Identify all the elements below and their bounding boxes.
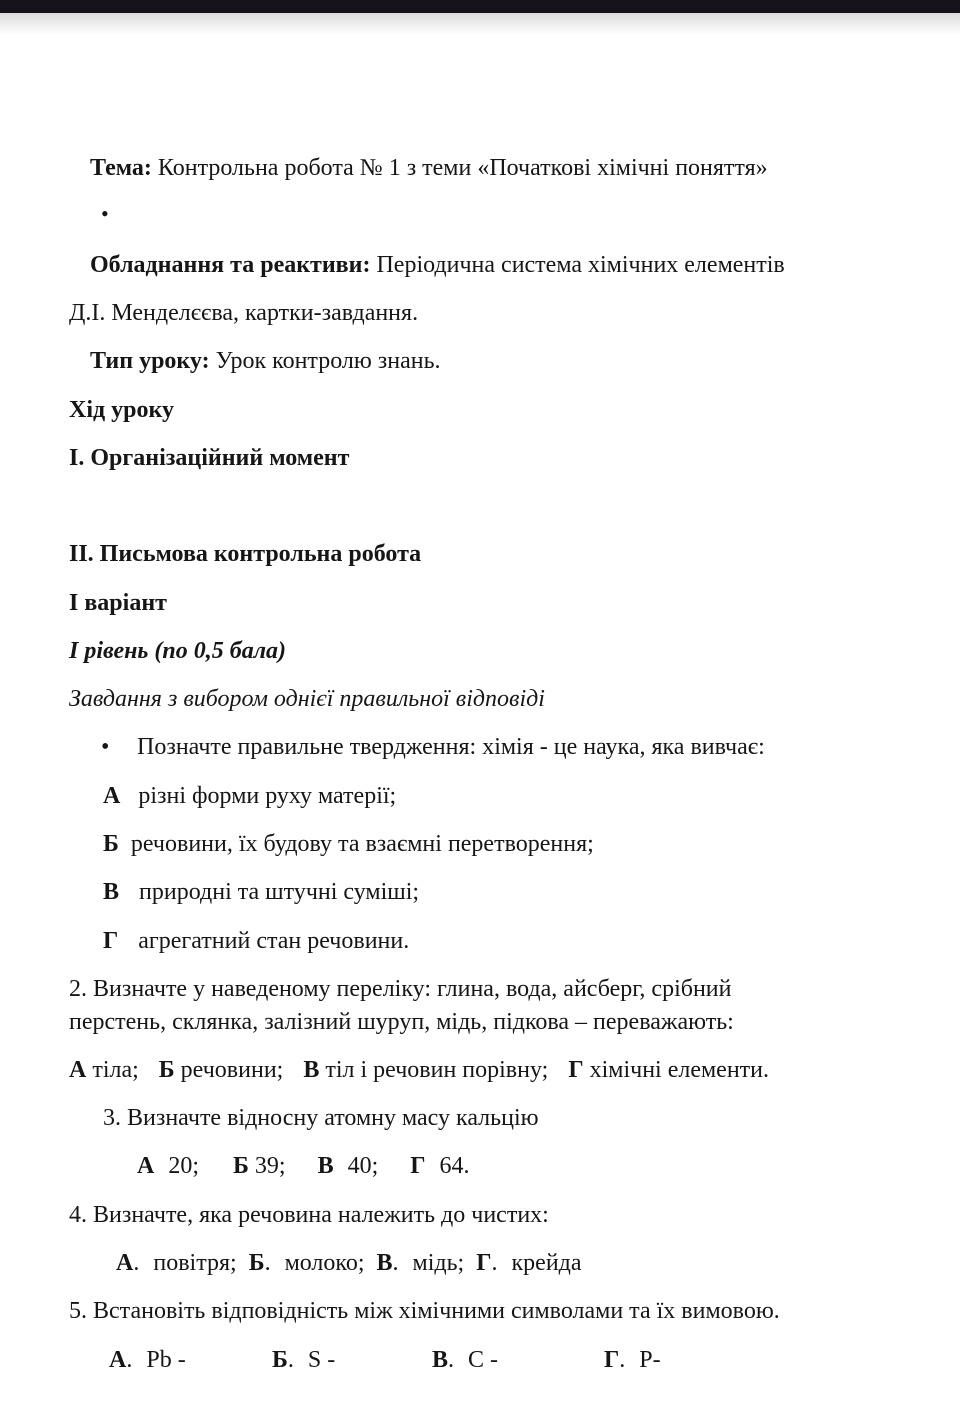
org-heading xyxy=(69,444,349,472)
q3-options xyxy=(137,1152,470,1180)
course-heading-text: Хід уроку xyxy=(69,397,174,423)
option-letter: В xyxy=(376,1250,393,1276)
option-letter: Б xyxy=(248,1250,265,1276)
option-text: речовини, їх будову та взаємні перетворення; xyxy=(130,831,594,857)
option-text: молоко; xyxy=(284,1250,365,1276)
lesson-type-line xyxy=(90,347,441,375)
lesson-type-label: Тип уроку: xyxy=(90,348,210,374)
q1-option-d xyxy=(103,927,409,955)
option-text: C - xyxy=(468,1347,499,1373)
topic-label: Тема: xyxy=(90,155,152,181)
option-text: P- xyxy=(639,1347,661,1373)
window-top-bar xyxy=(0,0,960,13)
option-text: агрегатний стан речовини. xyxy=(138,928,410,954)
q5-text: 5. Встановіть відповідність між хімічними символами та їх вимовою. xyxy=(69,1298,780,1324)
topic-line xyxy=(90,154,768,182)
q2-line2: перстень, склянка, залізний шуруп, мідь, підкова – переважають: xyxy=(69,1009,734,1035)
option-letter: Б xyxy=(103,831,119,857)
option-letter: А xyxy=(69,1057,87,1083)
option-letter: Б xyxy=(158,1057,175,1083)
variant-heading-text: І варіант xyxy=(69,590,167,616)
written-heading-text: ІІ. Письмова контрольна робота xyxy=(69,541,422,567)
option-text: Pb - xyxy=(146,1347,186,1373)
q1-option-b xyxy=(103,830,594,858)
q5-option-c: В. C - xyxy=(432,1347,499,1373)
option-letter: Г xyxy=(604,1347,620,1373)
option-text: крейда xyxy=(511,1250,582,1276)
topic-text: Контрольна робота № 1 з теми «Початкові хімічні поняття» xyxy=(157,155,768,181)
option-text: хімічні елементи. xyxy=(589,1057,770,1083)
option-text: S - xyxy=(307,1347,336,1373)
course-heading xyxy=(69,396,174,424)
q5-option-b: Б. S - xyxy=(272,1347,336,1373)
equipment-text: Періодична система хімічних елементів xyxy=(376,252,785,278)
variant-heading xyxy=(69,589,167,617)
lesson-type-text: Урок контролю знань. xyxy=(215,348,441,374)
level-heading: І рівень (по 0,5 бала) xyxy=(69,638,287,664)
option-letter: В xyxy=(303,1057,320,1083)
equipment-label: Обладнання та реактиви: xyxy=(90,252,371,278)
q2-line1: 2. Визначте у наведеному переліку: глина, вода, айсберг, срібний xyxy=(69,976,732,1002)
q4-text: 4. Визначте, яка речовина належить до чистих: xyxy=(69,1202,549,1228)
q1-option-c xyxy=(103,878,419,906)
option-text: тіла; xyxy=(92,1057,139,1083)
option-text: повітря; xyxy=(153,1250,237,1276)
option-text: тіл і речовин порівну; xyxy=(325,1057,549,1083)
option-letter: Г xyxy=(410,1153,426,1179)
option-letter: В xyxy=(317,1153,334,1179)
tasks-intro: Завдання з вибором однієї правильної відповіді xyxy=(69,686,545,712)
option-letter: А xyxy=(137,1153,155,1179)
option-text: 40; xyxy=(347,1153,379,1179)
q5-option-d: Г. P- xyxy=(604,1347,661,1373)
option-text: 20; xyxy=(168,1153,200,1179)
option-letter: А xyxy=(103,783,121,809)
option-text: мідь; xyxy=(412,1250,465,1276)
option-letter: А xyxy=(116,1250,134,1276)
option-letter: Г xyxy=(476,1250,492,1276)
q2-options xyxy=(69,1056,769,1084)
option-letter: А xyxy=(109,1347,127,1373)
q1-text: Позначте правильне твердження: хімія - це наука, яка вивчає: xyxy=(137,734,765,760)
option-letter: Б xyxy=(233,1153,249,1179)
equipment-text-continued: Д.І. Менделєєва, картки-завдання. xyxy=(69,300,419,326)
written-heading xyxy=(69,540,421,568)
option-text: 39; xyxy=(254,1153,286,1179)
option-text: природні та штучні суміші; xyxy=(139,879,420,905)
option-letter: В xyxy=(432,1347,449,1373)
option-text: речовини; xyxy=(180,1057,284,1083)
org-heading-text: І. Організаційний момент xyxy=(69,445,350,471)
option-letter: В xyxy=(103,879,120,905)
empty-bullet: • xyxy=(101,201,109,226)
top-bar-shadow xyxy=(0,13,960,35)
q1-option-a xyxy=(103,782,396,810)
option-text: різні форми руху матерії; xyxy=(138,783,397,809)
option-text: 64. xyxy=(439,1153,470,1179)
option-letter: Г xyxy=(103,928,119,954)
q5-option-a: А. Pb - xyxy=(109,1347,186,1373)
q4-options: А. повітря; Б. молоко; В. мідь; Г. крейда xyxy=(116,1250,582,1276)
q1-bullet: • xyxy=(101,734,110,760)
option-letter: Б xyxy=(272,1347,288,1373)
equipment-line xyxy=(90,251,785,279)
q3-text: 3. Визначте відносну атомну масу кальцію xyxy=(103,1105,539,1131)
option-letter: Г xyxy=(568,1057,584,1083)
